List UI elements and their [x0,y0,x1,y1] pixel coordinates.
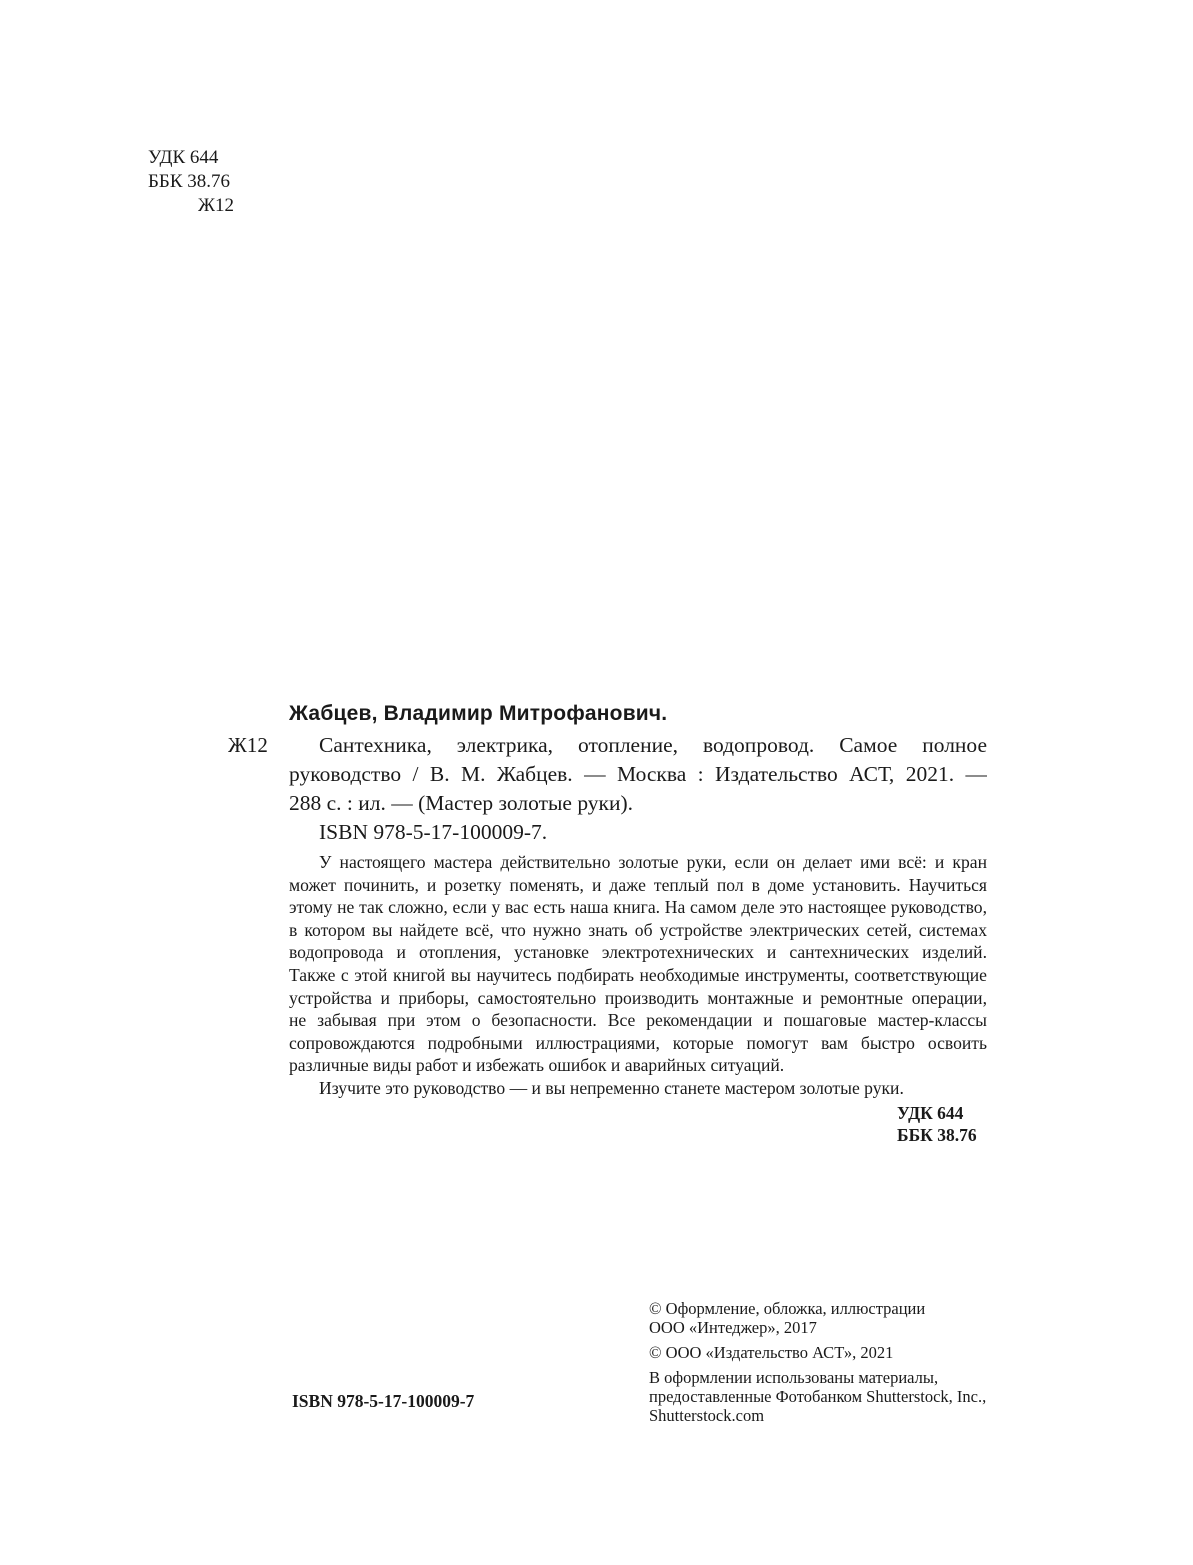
copyright-block [649,1299,986,1425]
top-classification-block [148,146,234,218]
bottom-isbn: ISBN 978-5-17-100009-7 [292,1391,475,1411]
bibliographic-record [289,731,987,818]
copyright-design-line: ООО «Интеджер», 2017 [649,1318,817,1337]
stock-credit-line: Shutterstock.com [649,1406,765,1425]
annotation-line: в котором вы найдете всё, что нужно знать об устройстве электрических сетей, системах [289,919,987,940]
top-bbk-code: ББК 38.76 [148,171,230,192]
copyright-design-line: © Оформление, обложка, иллюстрации [649,1299,926,1318]
record-line: 288 с. : ил. — (Мастер золотые руки). [289,791,634,815]
author-heading: Жабцев, Владимир Митрофанович. [289,702,668,725]
top-cutter-code: Ж12 [198,195,235,216]
copyright-publisher: © ООО «Издательство АСТ», 2021 [649,1343,894,1362]
record-line: руководство / В. М. Жабцев. — Москва : Издательство АСТ, 2021. — [289,762,987,786]
bottom-udk-code: УДК 644 [897,1103,964,1123]
bottom-bbk-code: ББК 38.76 [897,1125,977,1145]
annotation-line: может починить, и розетку поменять, и даже теплый пол в доме установить. Научиться [289,874,987,895]
annotation [289,851,987,1100]
annotation-line: Также с этой книгой вы научитесь подбирать необходимые инструменты, соответствующие [289,964,987,985]
cutter-code: Ж12 [228,733,268,757]
annotation-line: У настоящего мастера действительно золотые руки, если он делает ими всё: и кран [319,852,987,872]
stock-credit-line: предоставленные Фотобанком Shutterstock, Inc., [649,1387,987,1406]
record-isbn: ISBN 978-5-17-100009-7. [319,820,548,844]
record-line: Сантехника, электрика, отопление, водопровод. Самое полное [319,733,987,757]
annotation-line: не забывая при этом о безопасности. Все рекомендации и пошаговые мастер-классы [289,1010,987,1031]
top-udk-code: УДК 644 [148,147,219,168]
annotation-line: водопровода и отопления, установке электротехнических и сантехнических изделий. [289,942,987,963]
annotation-line: сопровождаются подробными иллюстрациями, которые помогут вам быстро освоить [289,1032,987,1053]
annotation-line: различные виды работ и избежать ошибок и аварийных ситуаций. [289,1055,785,1076]
annotation-line: этому не так сложно, если у вас есть наша книга. На самом деле это настоящее руководство, [289,897,987,918]
annotation-closing: Изучите это руководство — и вы непременно станете мастером золотые руки. [319,1077,904,1098]
annotation-line: устройства и приборы, самостоятельно производить монтажные и ремонтные операции, [289,987,987,1008]
stock-credit-line: В оформлении использованы материалы, [649,1368,939,1387]
bottom-classification-block [897,1102,977,1146]
